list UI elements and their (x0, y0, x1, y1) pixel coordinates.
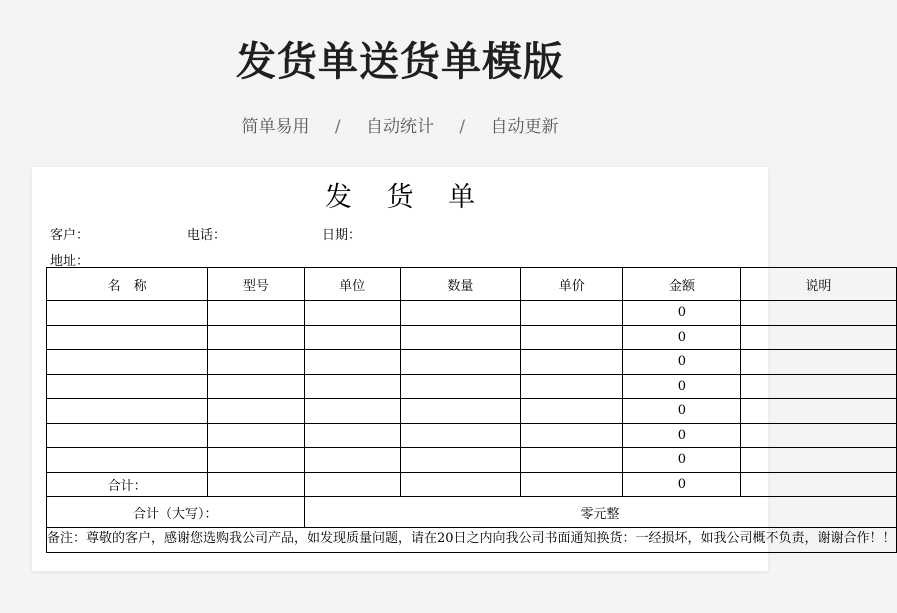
table-cell[interactable] (208, 448, 304, 473)
column-header-unit: 单位 (304, 268, 400, 301)
column-header-description: 说明 (741, 268, 896, 301)
table-cell[interactable] (400, 423, 520, 448)
table-cell[interactable] (304, 399, 400, 424)
table-cell[interactable] (304, 301, 400, 326)
table-cell[interactable] (400, 448, 520, 473)
amount-cell: 0 (623, 448, 741, 473)
table-cell[interactable] (400, 399, 520, 424)
invoice-title-char: 单 (448, 182, 476, 213)
table-cell[interactable] (400, 350, 520, 375)
table-cell[interactable] (208, 325, 304, 350)
table-cell (400, 472, 520, 497)
invoice-sheet (32, 167, 896, 571)
invoice-title (32, 175, 768, 214)
amount-cell: 0 (623, 301, 741, 326)
table-row (47, 448, 897, 473)
table-cell[interactable] (741, 350, 896, 375)
table-cell (741, 472, 896, 497)
invoice-title-char: 货 (386, 182, 414, 213)
column-header-model: 型号 (208, 268, 304, 301)
table-cell[interactable] (521, 448, 623, 473)
table-cell[interactable] (47, 374, 208, 399)
table-cell[interactable] (208, 350, 304, 375)
table-cell[interactable] (741, 301, 896, 326)
table-header-row (47, 268, 897, 301)
feature-separator: / (459, 117, 466, 137)
column-header-unit-price: 单价 (521, 268, 623, 301)
table-cell[interactable] (208, 399, 304, 424)
table-row (47, 399, 897, 424)
table-cell (304, 472, 400, 497)
notes-row (47, 528, 897, 553)
feature-item: 自动更新 (490, 117, 559, 137)
table-cell[interactable] (400, 301, 520, 326)
table-row (47, 350, 897, 375)
table-cell[interactable] (521, 374, 623, 399)
table-cell[interactable] (741, 374, 896, 399)
table-cell[interactable] (208, 301, 304, 326)
table-cell[interactable] (47, 301, 208, 326)
table-cell[interactable] (521, 350, 623, 375)
customer-label: 客户： (50, 228, 90, 243)
total-caps-value: 零元整 (304, 497, 896, 528)
feature-separator: / (334, 117, 341, 137)
table-cell[interactable] (304, 374, 400, 399)
table-cell[interactable] (741, 399, 896, 424)
table-cell[interactable] (47, 399, 208, 424)
address-label: 地址： (50, 254, 90, 269)
table-row (47, 374, 897, 399)
table-row (47, 301, 897, 326)
date-label: 日期： (322, 228, 362, 243)
table-cell[interactable] (521, 399, 623, 424)
table-cell (521, 472, 623, 497)
table-cell[interactable] (47, 350, 208, 375)
table-cell[interactable] (304, 325, 400, 350)
table-row (47, 423, 897, 448)
table-cell[interactable] (741, 325, 896, 350)
amount-cell: 0 (623, 350, 741, 375)
total-caps-row (47, 497, 897, 528)
notes-text: 备注：尊敬的客户，感谢您选购我公司产品，如发现质量问题，请在20日之内向我公司书面通知换货：一经损坏，如我公司概不负责，谢谢合作！！ (47, 528, 897, 553)
table-cell[interactable] (304, 423, 400, 448)
feature-list (0, 112, 800, 137)
table-row (47, 325, 897, 350)
column-header-quantity: 数量 (400, 268, 520, 301)
table-cell[interactable] (521, 423, 623, 448)
phone-label: 电话： (187, 228, 227, 243)
items-table (46, 267, 897, 553)
table-cell[interactable] (741, 423, 896, 448)
amount-cell: 0 (623, 374, 741, 399)
table-cell[interactable] (47, 448, 208, 473)
table-cell[interactable] (400, 374, 520, 399)
table-cell[interactable] (47, 423, 208, 448)
table-cell[interactable] (521, 325, 623, 350)
invoice-title-char: 发 (324, 182, 352, 213)
page-title: 发货单送货单模版 (236, 39, 564, 85)
feature-item: 简单易用 (241, 117, 310, 137)
table-cell[interactable] (208, 423, 304, 448)
table-cell (208, 472, 304, 497)
table-cell[interactable] (304, 448, 400, 473)
table-cell[interactable] (521, 301, 623, 326)
column-header-amount: 金额 (623, 268, 741, 301)
feature-item: 自动统计 (366, 117, 434, 137)
total-caps-label: 合计（大写）： (47, 497, 305, 528)
amount-cell: 0 (623, 325, 741, 350)
column-header-name: 名 称 (47, 268, 208, 301)
subtotal-amount: 0 (623, 472, 741, 497)
subtotal-label: 合计： (47, 472, 208, 497)
amount-cell: 0 (623, 399, 741, 424)
table-cell[interactable] (400, 325, 520, 350)
table-cell[interactable] (208, 374, 304, 399)
table-cell[interactable] (47, 325, 208, 350)
table-cell[interactable] (304, 350, 400, 375)
amount-cell: 0 (623, 423, 741, 448)
subtotal-row (47, 472, 897, 497)
table-cell[interactable] (741, 448, 896, 473)
